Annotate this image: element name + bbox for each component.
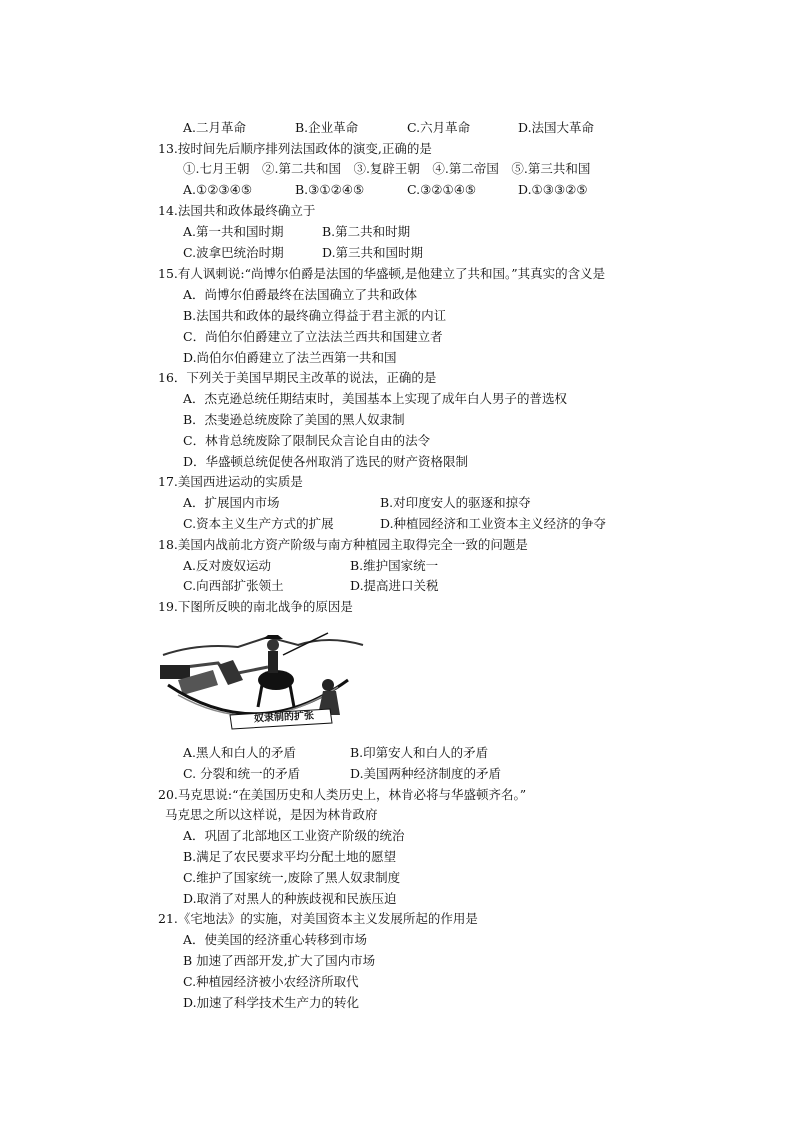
q17-option-b: B.对印度安人的驱逐和掠夺	[380, 495, 531, 510]
q12-option-a: A.二月革命	[183, 120, 247, 135]
q16-stem: 16．下列关于美国早期民主改革的说法，正确的是	[158, 370, 437, 385]
q19-option-b: B.印第安人和白人的矛盾	[350, 745, 489, 760]
q21-stem: 21.《宅地法》的实施，对美国资本主义发展所起的作用是	[158, 911, 478, 926]
q14-option-c: C.波拿巴统治时期	[183, 245, 284, 260]
q16-option-d: D．华盛顿总统促使各州取消了选民的财产资格限制	[183, 454, 469, 469]
q21-option-a: A．使美国的经济重心转移到市场	[183, 932, 368, 947]
q12-option-c: C.六月革命	[407, 120, 471, 135]
q20-option-a: A．巩固了北部地区工业资产阶级的统治	[183, 828, 405, 843]
cartoon-caption: 奴隶制的扩张	[253, 710, 315, 725]
q20-option-d: D.取消了对黑人的种族歧视和民族压迫	[183, 891, 397, 906]
q13-items: ①.七月王朝 ②.第二共和国 ③.复辟王朝 ④.第二帝国 ⑤.第三共和国	[183, 161, 591, 176]
q13-stem: 13.按时间先后顺序排列法国政体的演变,正确的是	[158, 141, 432, 156]
q16-option-c: C．林肯总统废除了限制民众言论自由的法令	[183, 433, 431, 448]
q21-option-b: B 加速了西部开发,扩大了国内市场	[183, 953, 376, 968]
q19-stem: 19.下图所反映的南北战争的原因是	[158, 599, 353, 614]
q13-option-d: D.①③③②⑤	[518, 182, 588, 197]
q17-stem: 17.美国西进运动的实质是	[158, 474, 303, 489]
q17-option-c: C.资本主义生产方式的扩展	[183, 516, 334, 531]
q19-option-a: A.黑人和白人的矛盾	[183, 745, 297, 760]
q17-option-a: A．扩展国内市场	[183, 495, 280, 510]
q19-option-c: C. 分裂和统一的矛盾	[183, 766, 301, 781]
q14-option-b: B.第二共和时期	[322, 224, 411, 239]
q16-option-b: B．杰斐逊总统废除了美国的黑人奴隶制	[183, 412, 405, 427]
q18-option-c: C.向西部扩张领土	[183, 578, 284, 593]
slavery-expansion-cartoon	[158, 625, 368, 730]
q20-stem: 20.马克思说:“在美国历史和人类历史上，林肯必将与华盛顿齐名。”	[158, 787, 527, 802]
q15-option-a: A．尚博尔伯爵最终在法国确立了共和政体	[183, 287, 418, 302]
q13-option-b: B.③①②④⑤	[295, 182, 365, 197]
q18-option-a: A.反对废奴运动	[183, 558, 272, 573]
q20-option-c: C.维护了国家统一,废除了黑人奴隶制度	[183, 870, 401, 885]
q18-stem: 18.美国内战前北方资产阶级与南方种植园主取得完全一致的问题是	[158, 537, 528, 552]
q15-option-d: D.尚伯尔伯爵建立了法兰西第一共和国	[183, 350, 397, 365]
q20-stem-2: 马克思之所以这样说，是因为林肯政府	[165, 807, 378, 822]
q13-option-c: C.③②①④⑤	[407, 182, 477, 197]
q13-option-a: A.①②③④⑤	[183, 182, 253, 197]
q12-option-b: B.企业革命	[295, 120, 359, 135]
q18-option-d: D.提高进口关税	[350, 578, 439, 593]
q14-option-d: D.第三共和国时期	[322, 245, 424, 260]
q15-option-c: C．尚伯尔伯爵建立了立法法兰西共和国建立者	[183, 329, 443, 344]
q21-option-c: C.种植园经济被小农经济所取代	[183, 974, 359, 989]
q14-option-a: A.第一共和国时期	[183, 224, 284, 239]
q14-stem: 14.法国共和政体最终确立于	[158, 203, 316, 218]
q15-option-b: B.法国共和政体的最终确立得益于君主派的内讧	[183, 308, 447, 323]
q19-option-d: D.美国两种经济制度的矛盾	[350, 766, 502, 781]
q18-option-b: B.维护国家统一	[350, 558, 439, 573]
q15-stem: 15.有人讽刺说:“尚博尔伯爵是法国的华盛顿,是他建立了共和国。”其真实的含义是	[158, 266, 606, 281]
q21-option-d: D.加速了科学技术生产力的转化	[183, 995, 360, 1010]
q20-option-b: B.满足了农民要求平均分配土地的愿望	[183, 849, 397, 864]
q17-option-d: D.种植园经济和工业资本主义经济的争夺	[380, 516, 607, 531]
q12-option-d: D.法国大革命	[518, 120, 595, 135]
q16-option-a: A．杰克逊总统任期结束时，美国基本上实现了成年白人男子的普选权	[183, 391, 568, 406]
